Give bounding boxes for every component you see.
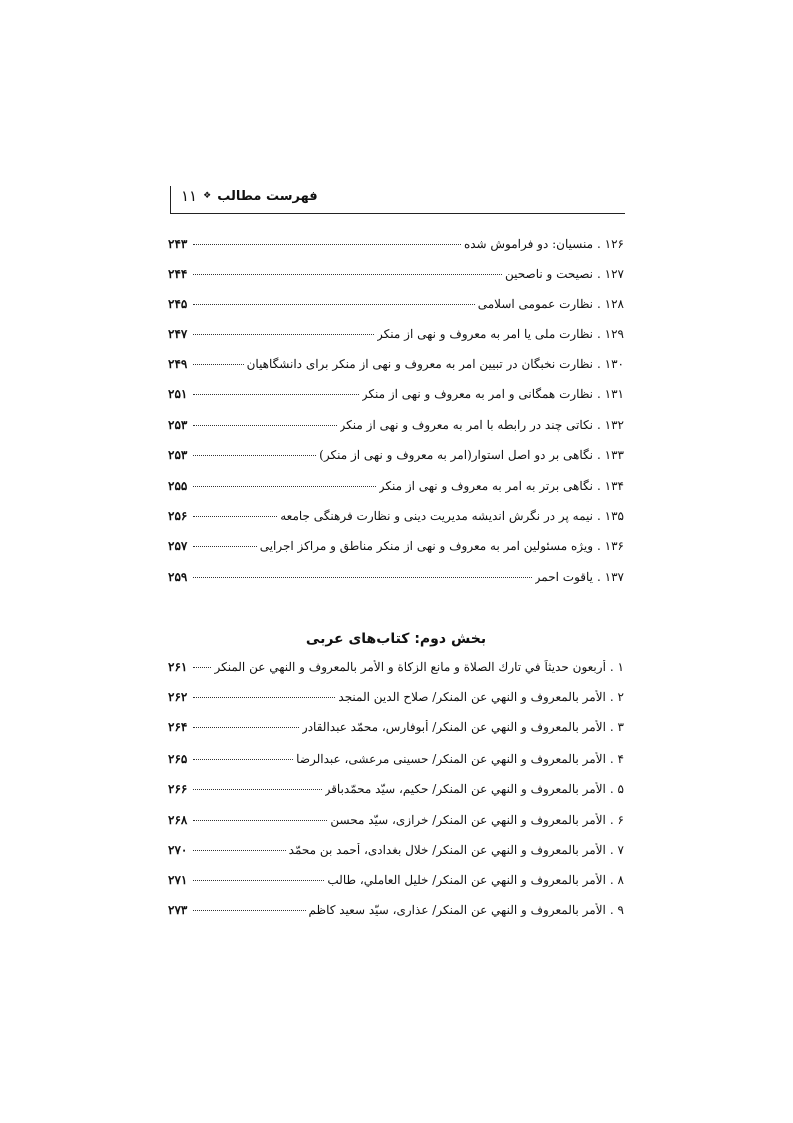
toc-entry-number: ۵ . [609,782,624,796]
toc-entry-number: ۳ . [609,720,624,734]
leader-dots [193,244,461,245]
leader-dots [193,850,286,851]
leader-dots [193,577,532,578]
toc-entry-number: ۶ . [609,813,624,827]
leader-dots [193,334,374,335]
toc-entry-number: ۱۲۶ . [597,237,624,251]
toc-entry-page: ۲۵۳ [168,448,188,462]
toc-entry-title: نصیحت و ناصحین [505,267,594,281]
section-heading: بخش دوم: کتاب‌های عربی [305,631,487,647]
toc-entry-page: ۲۵۷ [168,539,188,553]
toc-entry[interactable] [168,813,624,837]
toc-entry[interactable] [168,387,624,411]
running-header [170,186,625,214]
toc-entry[interactable] [168,570,624,594]
toc-entry-number: ۸ . [609,873,624,887]
leader-dots [193,667,211,668]
toc-entry[interactable] [168,752,624,776]
toc-entry-title: الأمر بالمعروف و النهي عن المنكر/ صلاح الدين المنجد [338,690,606,704]
toc-entry[interactable] [168,843,624,867]
toc-entry-page: ۲۶۴ [168,720,188,734]
toc-entry-number: ۱۳۰ . [597,357,624,371]
toc-entry-title: نگاهی برتر به امر به معروف و نهی از منکر [378,479,594,493]
leader-dots [193,697,335,698]
toc-entry-title: یاقوت احمر [534,570,594,584]
leader-dots [193,820,327,821]
toc-entry-page: ۲۴۹ [168,357,188,371]
leader-dots [193,727,299,728]
toc-entry[interactable] [168,660,624,684]
toc-entry-page: ۲۵۹ [168,570,188,584]
toc-entry-page: ۲۵۱ [168,387,188,401]
toc-entry-number: ۱۳۵ . [597,509,624,523]
toc-entry-page: ۲۷۰ [168,843,188,857]
toc-entry-title: الأمر بالمعروف و النهي عن المنكر/ حکیم، سیّد محمّدباقر [324,782,606,796]
toc-entry-page: ۲۴۷ [168,327,188,341]
toc-entry-title: نظارت نخبگان در تبیین امر به معروف و نهی از منکر برای دانشگاهیان [246,357,594,371]
toc-entry-number: ۷ . [609,843,624,857]
leader-dots [193,910,306,911]
toc-entry[interactable] [168,357,624,381]
toc-entry[interactable] [168,873,624,897]
toc-entry-page: ۲۵۶ [168,509,188,523]
toc-entry-title: الأمر بالمعروف و النهي عن المنكر/ حسینی مرعشی، عبدالرضا [296,752,606,766]
header-title: فهرست مطالب [217,188,318,204]
header-content [181,187,318,205]
toc-entry[interactable] [168,690,624,714]
toc-entry-title: نکاتی چند در رابطه با امر به معروف و نهی از منکر [339,418,594,432]
toc-entry-number: ۱۲۹ . [597,327,624,341]
toc-entry-number: ۱۳۱ . [597,387,624,401]
toc-entry[interactable] [168,237,624,261]
toc-entry-page: ۲۷۱ [168,873,188,887]
toc-entry-number: ۱۳۳ . [597,448,624,462]
toc-entry-title: نگاهی بر دو اصل استوار(امر به معروف و نهی از منکر) [319,448,594,462]
leader-dots [193,880,324,881]
toc-entry[interactable] [168,297,624,321]
toc-entry-title: الأمر بالمعروف و النهي عن المنكر/ خرازی، سیّد محسن [330,813,606,827]
toc-entry-number: ۱۳۴ . [597,479,624,493]
toc-entry[interactable] [168,720,624,744]
toc-entry[interactable] [168,267,624,291]
toc-entry-page: ۲۶۲ [168,690,188,704]
toc-entry[interactable] [168,782,624,806]
toc-entry[interactable] [168,418,624,442]
leader-dots [193,516,277,517]
toc-entry-page: ۲۶۱ [168,660,188,674]
toc-entry-number: ۱۳۲ . [597,418,624,432]
leader-dots [193,274,502,275]
toc-entry-page: ۲۷۳ [168,903,188,917]
leader-dots [193,364,244,365]
toc-entry-title: الأمر بالمعروف و النهي عن المنكر/ أبوفارس، محمّد عبدالقادر [301,720,606,734]
toc-entry-page: ۲۴۴ [168,267,188,281]
toc-entry-title: نظارت همگانی و امر به معروف و نهی از منکر [361,387,594,401]
toc-entry-page: ۲۶۶ [168,782,188,796]
toc-entry-title: نظارت ملی یا امر به معروف و نهی از منکر [377,327,594,341]
toc-entry-page: ۲۶۸ [168,813,188,827]
toc-entry[interactable] [168,903,624,927]
toc-entry-title: نیمه پر در نگرش اندیشه مدیریت دینی و نظارت فرهنگی جامعه [280,509,594,523]
toc-entry-title: نظارت عمومی اسلامی [477,297,594,311]
toc-entry-page: ۲۵۵ [168,479,188,493]
toc-entry-title: ویژه مسئولین امر به معروف و نهی از منکر مناطق و مراکز اجرایی [259,539,594,553]
toc-entry-number: ۴ . [609,752,624,766]
toc-entry[interactable] [168,479,624,503]
toc-entry-number: ۱۲۷ . [597,267,624,281]
toc-entry-number: ۱۲۸ . [597,297,624,311]
toc-entry-title: الأمر بالمعروف و النهي عن المنكر/ خلیل العاملي، طالب [327,873,606,887]
toc-entry-page: ۲۵۳ [168,418,188,432]
toc-entry-number: ۲ . [609,690,624,704]
diamond-icon: ❖ [203,191,212,201]
toc-entry-number: ۱۳۶ . [597,539,624,553]
leader-dots [193,486,376,487]
toc-entry[interactable] [168,539,624,563]
toc-entry[interactable] [168,327,624,351]
leader-dots [193,455,316,456]
toc-entry-title: أربعون حدیثاً في تارك الصلاة و مانع الزكاة و الأمر بالمعروف و النهي عن المنكر [214,660,606,674]
leader-dots [193,759,293,760]
toc-entry-title: الأمر بالمعروف و النهي عن المنكر/ عذاری، سیّد سعید کاظم [308,903,606,917]
toc-entry-page: ۲۴۵ [168,297,188,311]
leader-dots [193,789,322,790]
toc-entry-number: ۱ . [609,660,624,674]
leader-dots [193,394,359,395]
toc-entry-title: منسیان: دو فراموش شده [463,237,594,251]
toc-entry-page: ۲۶۵ [168,752,188,766]
toc-entry-number: ۹ . [609,903,624,917]
toc-entry-title: الأمر بالمعروف و النهي عن المنكر/ خلال بغدادی، أحمد بن محمّد [288,843,606,857]
leader-dots [193,425,337,426]
toc-entry[interactable] [168,509,624,533]
toc-entry[interactable] [168,448,624,472]
leader-dots [193,304,475,305]
toc-entry-page: ۲۴۳ [168,237,188,251]
toc-entry-number: ۱۳۷ . [597,570,624,584]
leader-dots [193,546,257,547]
header-page-number: ۱۱ [181,187,198,205]
